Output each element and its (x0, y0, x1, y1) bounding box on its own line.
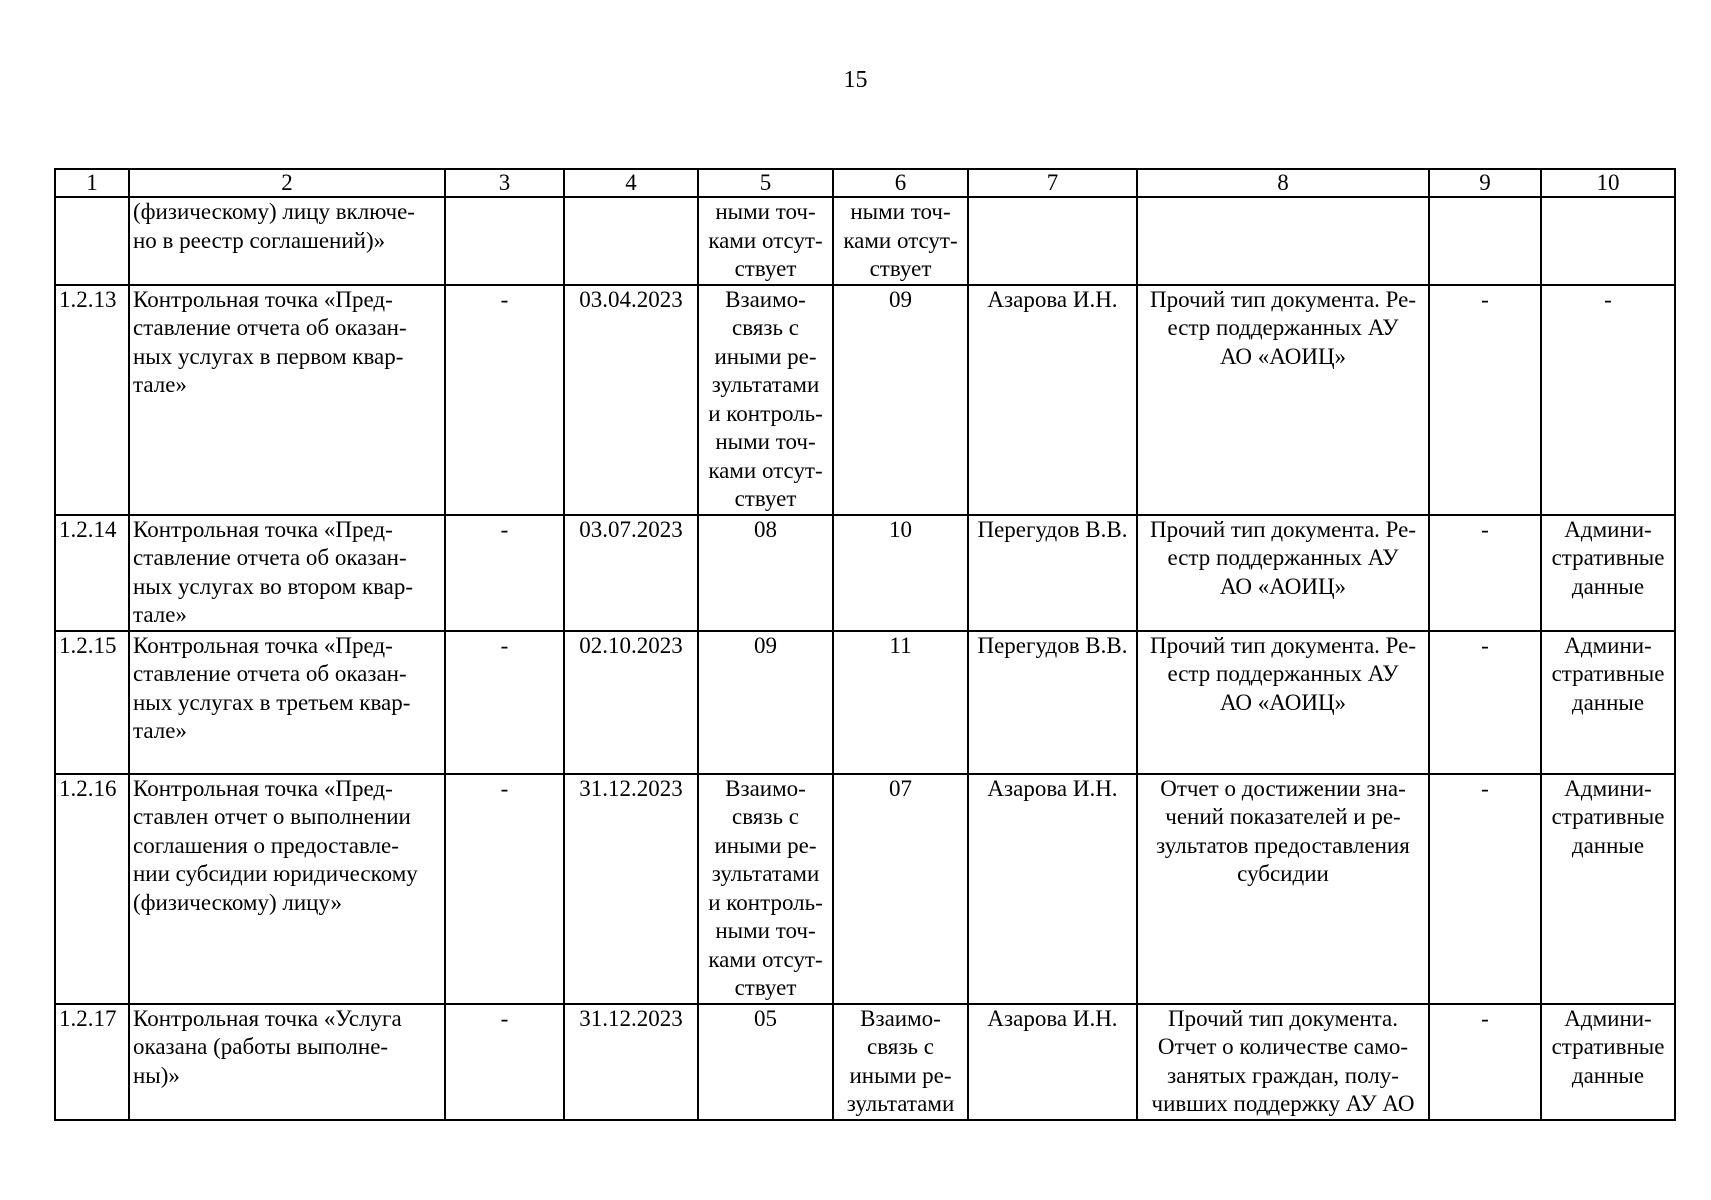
row-col5: Взаимо- связь с иными ре- зультатами и контроль- ными точ- ками отсут- ствует (698, 285, 833, 515)
row-name: Контрольная точка «Пред- ставление отчета об оказан- ных услугах в третьем квар- тале» (129, 631, 445, 774)
column-header: 2 (129, 169, 445, 197)
column-header: 7 (968, 169, 1137, 197)
row-responsible: Азарова И.Н. (968, 285, 1137, 515)
row-col9: - (1429, 774, 1541, 1004)
row-col10: - (1541, 285, 1675, 515)
row-document: Отчет о достижении зна- чений показателей и ре- зультатов предоставления субсидии (1137, 774, 1429, 1004)
row-col9: - (1429, 515, 1541, 631)
control-points-table (54, 168, 1676, 1121)
row-id: 1.2.17 (55, 1004, 129, 1120)
row-col10: Админи- стративные данные (1541, 774, 1675, 1004)
row-document: Прочий тип документа. Ре- естр поддержанных АУ АО «АОИЦ» (1137, 285, 1429, 515)
row-col3: - (445, 285, 564, 515)
table-row (55, 197, 1675, 285)
row-col5: 09 (698, 631, 833, 774)
column-header: 5 (698, 169, 833, 197)
row-col10: Админи- стративные данные (1541, 631, 1675, 774)
row-col6: 10 (833, 515, 968, 631)
column-header: 4 (564, 169, 698, 197)
row-id (55, 197, 129, 285)
row-col9 (1429, 197, 1541, 285)
row-col6: ными точ- ками отсут- ствует (833, 197, 968, 285)
column-header: 1 (55, 169, 129, 197)
table-row (55, 774, 1675, 1004)
row-id: 1.2.14 (55, 515, 129, 631)
row-name: Контрольная точка «Пред- ставление отчета об оказан- ных услугах во втором квар- тале» (129, 515, 445, 631)
table-row (55, 285, 1675, 515)
row-col6: 11 (833, 631, 968, 774)
row-date: 31.12.2023 (564, 774, 698, 1004)
row-responsible: Азарова И.Н. (968, 774, 1137, 1004)
row-col10: Админи- стративные данные (1541, 515, 1675, 631)
row-col3: - (445, 515, 564, 631)
row-col3: - (445, 631, 564, 774)
column-header: 6 (833, 169, 968, 197)
header-row (55, 169, 1675, 197)
row-name: Контрольная точка «Пред- ставление отчета об оказан- ных услугах в первом квар- тале» (129, 285, 445, 515)
row-document (1137, 197, 1429, 285)
row-responsible: Азарова И.Н. (968, 1004, 1137, 1120)
row-col3: - (445, 1004, 564, 1120)
column-header: 3 (445, 169, 564, 197)
row-col9: - (1429, 631, 1541, 774)
row-col5: 08 (698, 515, 833, 631)
row-col10 (1541, 197, 1675, 285)
column-header: 10 (1541, 169, 1675, 197)
row-col9: - (1429, 285, 1541, 515)
row-responsible: Перегудов В.В. (968, 515, 1137, 631)
row-date: 03.07.2023 (564, 515, 698, 631)
row-date: 02.10.2023 (564, 631, 698, 774)
column-header: 9 (1429, 169, 1541, 197)
page-number: 15 (843, 67, 868, 93)
row-id: 1.2.15 (55, 631, 129, 774)
table-row (55, 1004, 1675, 1120)
row-responsible (968, 197, 1137, 285)
row-responsible: Перегудов В.В. (968, 631, 1137, 774)
row-date: 03.04.2023 (564, 285, 698, 515)
row-name: Контрольная точка «Пред- ставлен отчет о выполнении соглашения о предоставле- нии субсидии юридическому (физическому) лицу» (129, 774, 445, 1004)
row-col5: ными точ- ками отсут- ствует (698, 197, 833, 285)
row-document: Прочий тип документа. Ре- естр поддержанных АУ АО «АОИЦ» (1137, 631, 1429, 774)
row-col9: - (1429, 1004, 1541, 1120)
row-col6: Взаимо- связь с иными ре- зультатами (833, 1004, 968, 1120)
row-col5: Взаимо- связь с иными ре- зультатами и контроль- ными точ- ками отсут- ствует (698, 774, 833, 1004)
row-document: Прочий тип документа. Отчет о количестве само- занятых граждан, полу- чивших поддержку АУ АО (1137, 1004, 1429, 1120)
row-col10: Админи- стративные данные (1541, 1004, 1675, 1120)
row-col5: 05 (698, 1004, 833, 1120)
row-col6: 09 (833, 285, 968, 515)
column-header: 8 (1137, 169, 1429, 197)
row-document: Прочий тип документа. Ре- естр поддержанных АУ АО «АОИЦ» (1137, 515, 1429, 631)
row-col3: - (445, 774, 564, 1004)
row-col6: 07 (833, 774, 968, 1004)
row-date (564, 197, 698, 285)
table-row (55, 631, 1675, 774)
row-id: 1.2.16 (55, 774, 129, 1004)
row-name: (физическому) лицу включе- но в реестр соглашений)» (129, 197, 445, 285)
row-date: 31.12.2023 (564, 1004, 698, 1120)
table-row (55, 515, 1675, 631)
row-id: 1.2.13 (55, 285, 129, 515)
row-col3 (445, 197, 564, 285)
row-name: Контрольная точка «Услуга оказана (работы выполне- ны)» (129, 1004, 445, 1120)
